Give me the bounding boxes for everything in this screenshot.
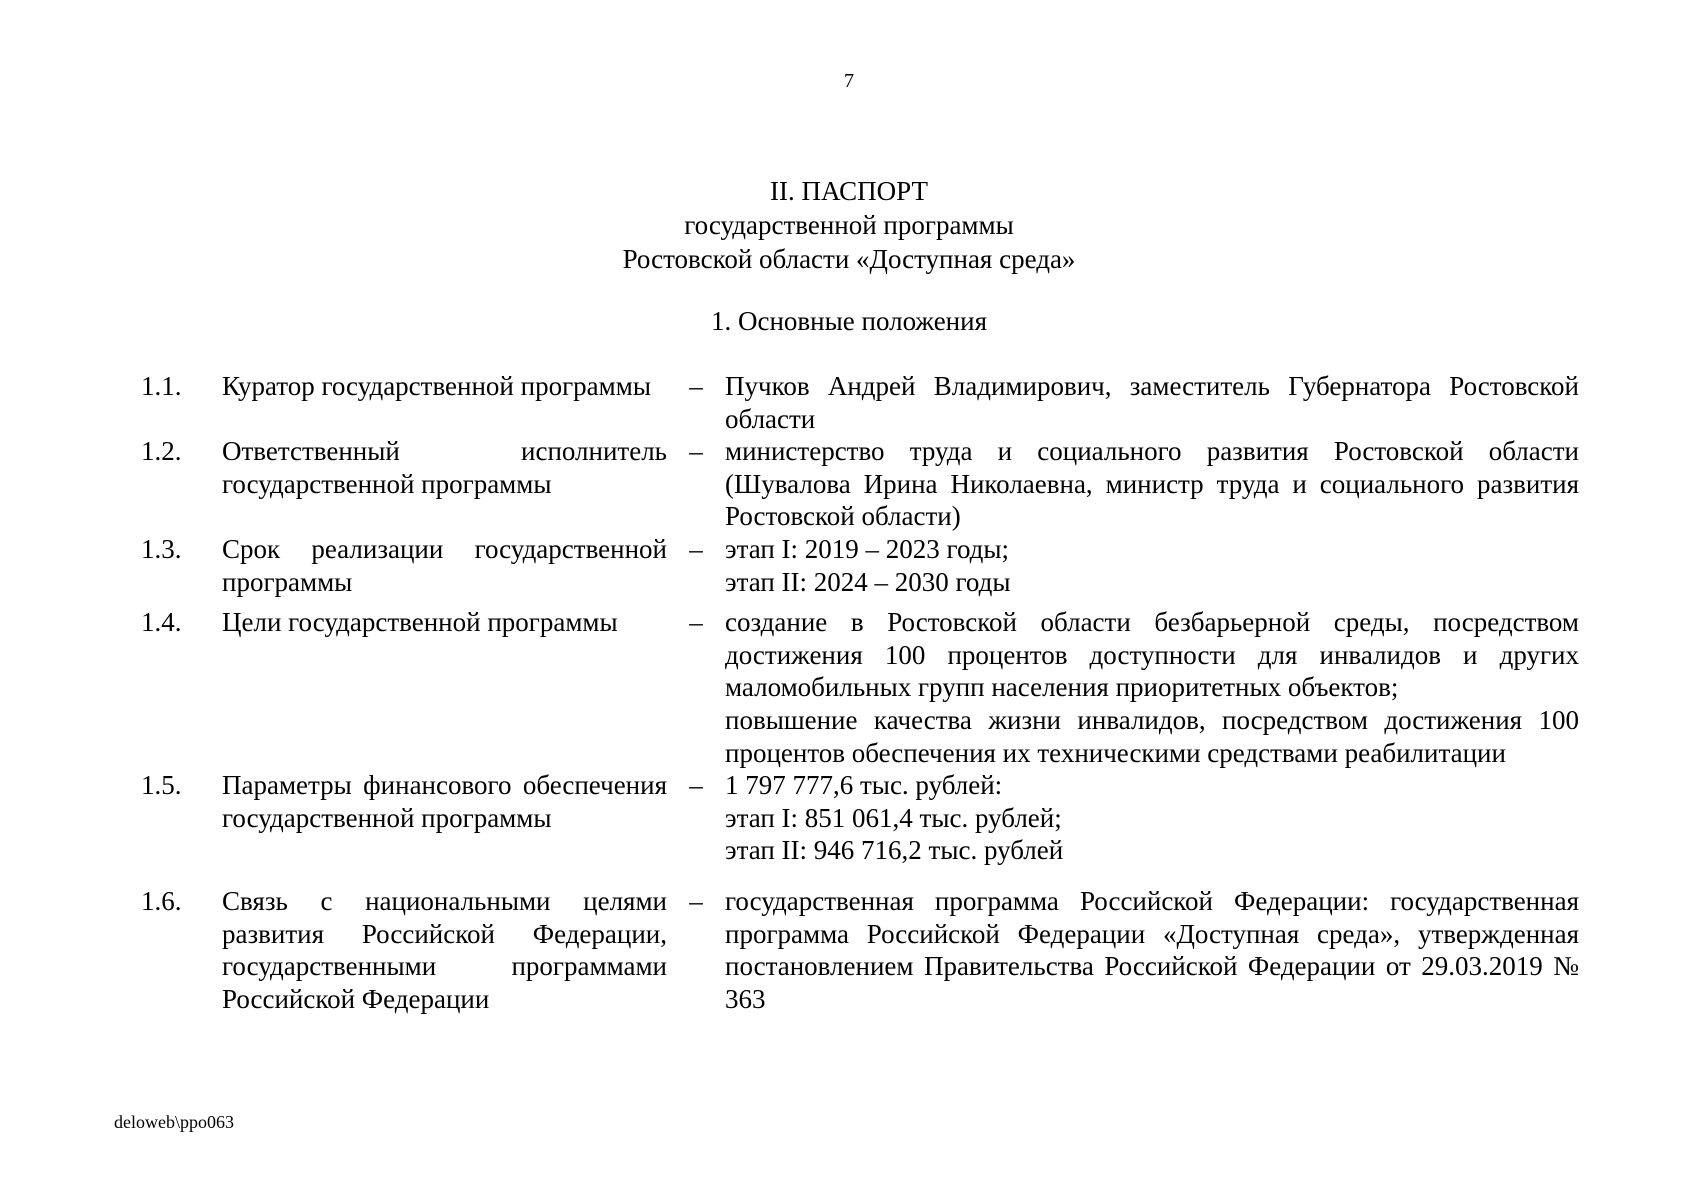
row-value-line: этап I: 851 061,4 тыс. рублей;: [725, 802, 1062, 833]
row-dash: –: [689, 371, 703, 401]
page-number: 7: [844, 70, 854, 92]
section-title: 1. Основные положения: [711, 306, 987, 336]
passport-row-1-6: [141, 885, 1579, 1015]
document-heading: [0, 174, 1698, 276]
row-number: 1.1.: [141, 371, 182, 401]
row-dash: –: [689, 770, 703, 801]
row-value-line: создание в Ростовской области безбарьерной среды, посредством достижения 100 процентов доступности для инвалидов и других маломобильных групп населения приоритетных объектов;: [725, 607, 1579, 703]
row-value-line: этап II: 2024 – 2030 годы: [725, 566, 1011, 597]
row-value-line: 1 797 777,6 тыс. рублей:: [725, 770, 1003, 801]
row-value: [725, 435, 1579, 533]
row-number: 1.3.: [141, 533, 182, 564]
row-number: 1.2.: [141, 436, 182, 467]
row-value-line: государственная программа Российской Федерации: государственная программа Российской Федерации «Доступная среда», утвержденная постановлением Правительства Российской Федерации от 29.03.2019 № 363: [725, 885, 1579, 1014]
heading-program-name: Ростовской области «Доступная среда»: [622, 244, 1076, 274]
row-label: Куратор государственной программы: [222, 371, 651, 401]
row-dash: –: [689, 533, 703, 564]
row-number: 1.6.: [141, 885, 182, 916]
row-value: [725, 885, 1579, 1015]
passport-row-1-1: [141, 370, 1579, 435]
row-label: Срок реализации государственной программы: [222, 533, 667, 597]
passport-table: [141, 370, 1579, 1015]
row-label: Ответственный исполнитель государственной программы: [222, 436, 667, 499]
heading-subtitle: государственной программы: [684, 210, 1014, 240]
passport-row-1-4: [141, 606, 1579, 769]
row-value-line: этап I: 2019 – 2023 годы;: [725, 533, 1010, 564]
passport-row-1-2: [141, 435, 1579, 533]
row-value-line: министерство труда и социального развития Ростовской области (Шувалова Ирина Николаевна, министр труда и социального развития Ростовской области): [725, 436, 1579, 532]
passport-row-1-5: [141, 769, 1579, 867]
passport-row-1-3: [141, 533, 1579, 598]
row-value: [725, 370, 1579, 435]
row-label: Цели государственной программы: [222, 607, 618, 638]
row-label: Связь с национальными целями развития Российской Федерации, государственными программами Российской Федерации: [222, 885, 667, 1014]
row-label: Параметры финансового обеспечения государственной программы: [222, 770, 667, 833]
row-value: [725, 606, 1579, 769]
row-dash: –: [689, 607, 703, 638]
footer-doc-code: deloweb\ppo063: [114, 1112, 234, 1132]
row-value: [725, 533, 1579, 598]
row-number: 1.5.: [141, 770, 182, 801]
row-value-line: повышение качества жизни инвалидов, посредством достижения 100 процентов обеспечения их техническими средствами реабилитации: [725, 704, 1579, 768]
row-value-line: Пучков Андрей Владимирович, заместитель Губернатора Ростовской области: [725, 371, 1579, 434]
row-value: [725, 769, 1579, 867]
row-dash: –: [689, 436, 703, 467]
row-dash: –: [689, 885, 703, 916]
heading-title: II. ПАСПОРТ: [770, 176, 928, 206]
row-value-line: этап II: 946 716,2 тыс. рублей: [725, 835, 1064, 866]
row-number: 1.4.: [141, 607, 182, 638]
